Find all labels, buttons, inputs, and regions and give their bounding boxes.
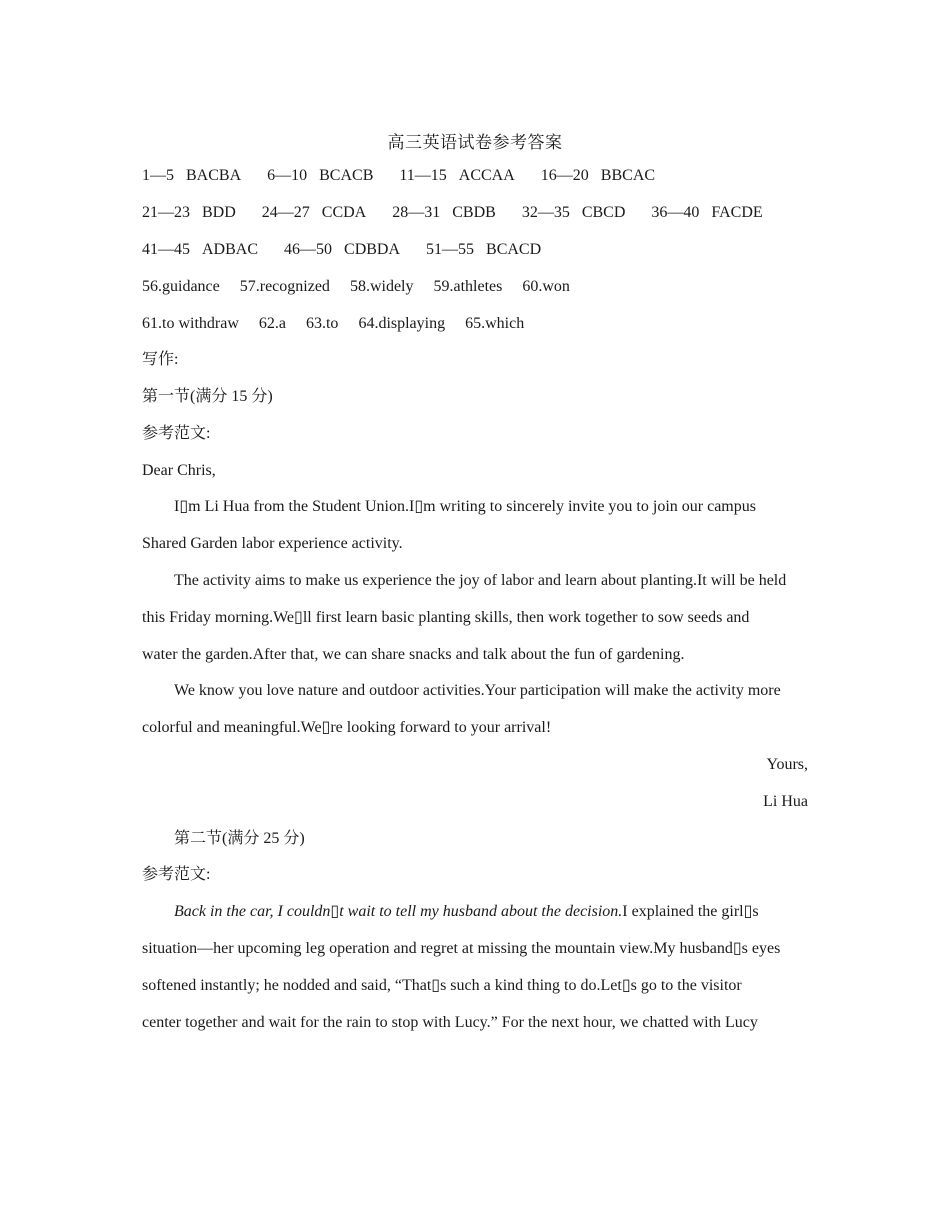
fill-answer: 59.athletes — [433, 278, 503, 295]
answer-group — [142, 240, 258, 260]
answer-range: 41—45 — [142, 241, 190, 258]
part2-sample-label: 参考范文: — [142, 866, 211, 883]
answer-keys: CDBDA — [344, 241, 401, 258]
part1-heading: 第一节(满分 15 分) — [142, 388, 273, 405]
letter-line: I▯m Li Hua from the Student Union.I▯m writing to sincerely invite you to join our campus — [174, 498, 756, 515]
answer-range: 11—15 — [399, 167, 447, 184]
letter-signature: Li Hua — [763, 793, 808, 810]
letter-line: this Friday morning.We▯ll first learn basic planting skills, then work together to sow seeds and — [142, 609, 750, 626]
letter-line: Shared Garden labor experience activity. — [142, 535, 403, 552]
letter-line: water the garden.After that, we can share snacks and talk about the fun of gardening. — [142, 646, 685, 663]
answer-group — [284, 240, 400, 260]
answer-keys: BDD — [202, 204, 236, 221]
answer-keys: BCACD — [486, 241, 542, 258]
answer-keys: FACDE — [711, 204, 763, 221]
story-line — [174, 902, 759, 922]
letter-line: colorful and meaningful.We▯re looking forward to your arrival! — [142, 719, 552, 736]
answer-range: 46—50 — [284, 241, 333, 258]
answer-keys: BCACB — [319, 167, 374, 184]
answer-row — [142, 203, 785, 223]
answer-row — [142, 166, 677, 186]
story-line: center together and wait for the rain to stop with Lucy.” For the next hour, we chatted with Lucy — [142, 1014, 758, 1031]
fill-answer: 62.a — [258, 315, 286, 332]
fill-answer-row — [142, 277, 586, 297]
answer-keys: CCDA — [321, 204, 367, 221]
answer-keys: ADBAC — [202, 241, 259, 258]
answer-group — [392, 203, 496, 223]
answer-range: 16—20 — [540, 167, 589, 184]
letter-closing: Yours, — [766, 756, 808, 773]
letter-line: We know you love nature and outdoor activities.Your participation will make the activity more — [174, 682, 781, 699]
answer-group — [267, 166, 373, 186]
answer-keys: BACBA — [186, 167, 242, 184]
answer-group — [541, 166, 655, 186]
writing-heading: 写作: — [142, 351, 179, 368]
answer-row — [142, 240, 563, 260]
answer-keys: CBDB — [452, 204, 496, 221]
fill-answer: 57.recognized — [239, 278, 330, 295]
fill-answer: 64.displaying — [358, 315, 446, 332]
fill-answer: 60.won — [522, 278, 570, 295]
answer-group — [399, 166, 514, 186]
document-title: 高三英语试卷参考答案 — [387, 133, 563, 152]
fill-answer: 56.guidance — [142, 278, 220, 295]
answer-range: 24—27 — [261, 204, 310, 221]
answer-group — [651, 203, 762, 223]
answer-group — [262, 203, 366, 223]
answer-group — [522, 203, 626, 223]
fill-answer: 61.to withdraw — [142, 315, 239, 332]
answer-keys: ACCAA — [458, 167, 515, 184]
answer-range: 28—31 — [392, 204, 441, 221]
answer-keys: BBCAC — [600, 167, 656, 184]
story-continuation: I explained the girl▯s — [622, 903, 759, 920]
answer-range: 32—35 — [521, 204, 570, 221]
answer-group — [142, 203, 236, 223]
answer-range: 36—40 — [651, 204, 700, 221]
answer-range: 21—23 — [142, 204, 190, 221]
fill-answer: 65.which — [465, 315, 525, 332]
letter-salutation: Dear Chris, — [142, 462, 216, 479]
story-line: situation—her upcoming leg operation and regret at missing the mountain view.My husband▯s eyes — [142, 940, 781, 957]
fill-answer: 63.to — [305, 315, 339, 332]
answer-range: 51—55 — [426, 241, 475, 258]
answer-range: 6—10 — [267, 167, 308, 184]
answer-group — [426, 240, 541, 260]
fill-answer-row — [142, 314, 540, 334]
story-given-sentence: Back in the car, I couldn▯t wait to tell my husband about the decision. — [174, 903, 623, 920]
letter-line: The activity aims to make us experience the joy of labor and learn about planting.It will be held — [174, 572, 787, 589]
story-line: softened instantly; he nodded and said, “That▯s such a kind thing to do.Let▯s go to the visitor — [142, 977, 742, 994]
answer-group — [142, 166, 241, 186]
answer-keys: CBCD — [581, 204, 626, 221]
part2-heading: 第二节(满分 25 分) — [174, 830, 305, 847]
fill-answer: 58.widely — [349, 278, 414, 295]
part1-sample-label: 参考范文: — [142, 425, 211, 442]
answer-range: 1—5 — [142, 167, 174, 184]
